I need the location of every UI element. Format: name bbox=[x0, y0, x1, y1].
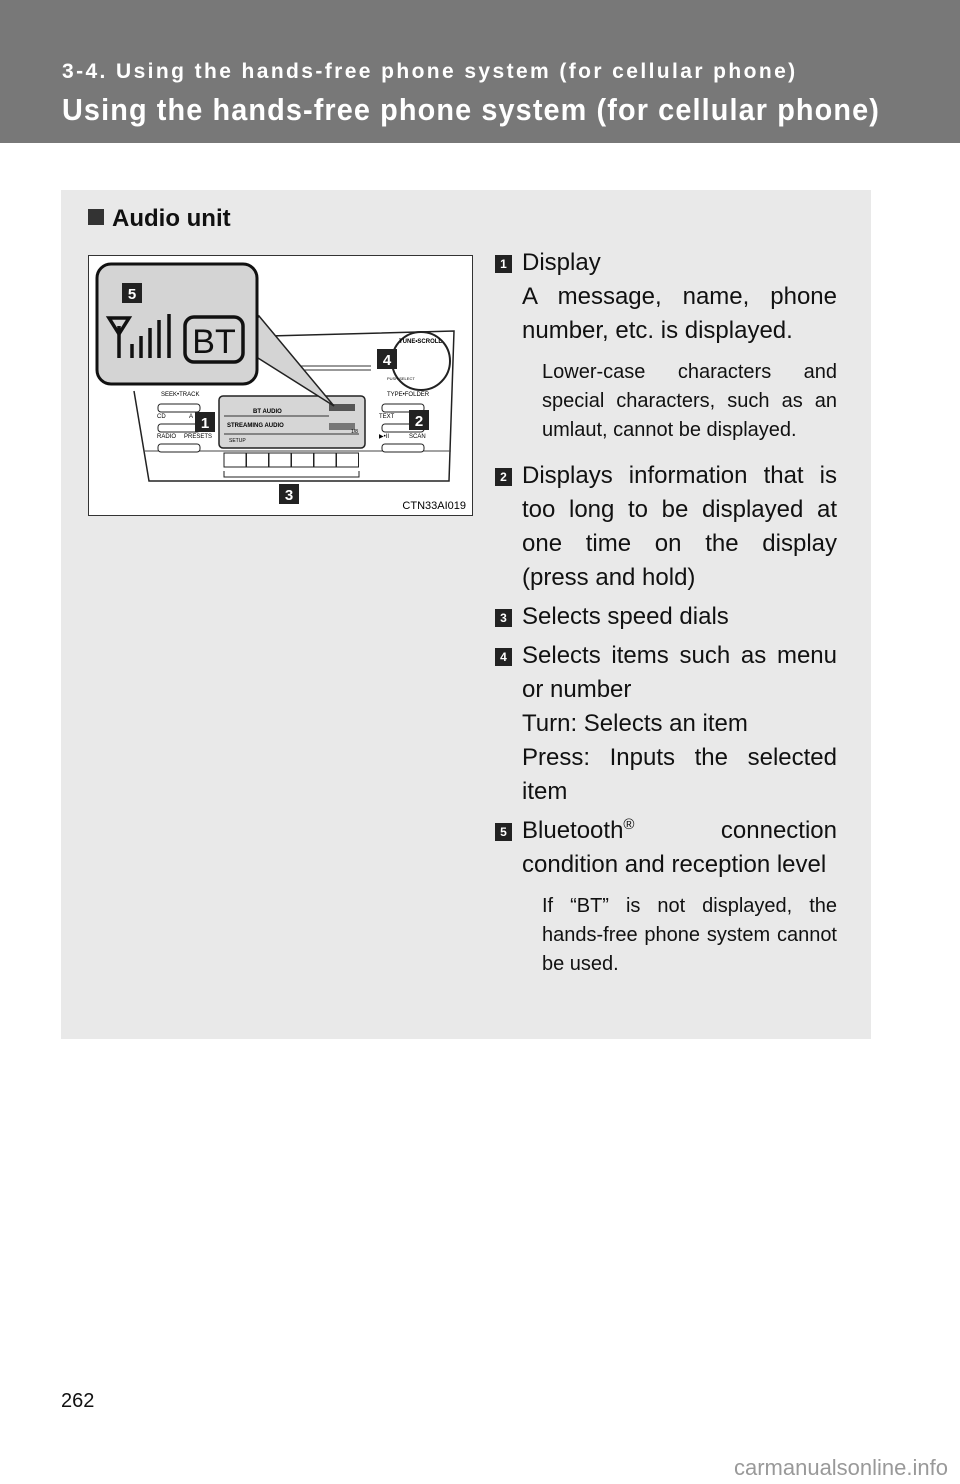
figure-marker-3 bbox=[279, 484, 299, 504]
figure-marker-1 bbox=[195, 412, 215, 432]
label-push-select: PUSH SELECT bbox=[387, 376, 415, 381]
preset-button bbox=[269, 453, 291, 467]
display-setup: SETUP bbox=[229, 438, 246, 444]
preset-button bbox=[247, 453, 269, 467]
section-label: 3-4. Using the hands-free phone system (for cellular phone) bbox=[62, 60, 798, 83]
figure-marker-5 bbox=[122, 283, 142, 303]
marker-3-icon: 3 bbox=[495, 609, 512, 627]
marker-1-icon: 1 bbox=[495, 255, 512, 273]
label-tune-scroll: TUNE•SCROLL bbox=[399, 339, 443, 345]
list-item-2 bbox=[495, 459, 837, 595]
registered-mark: ® bbox=[623, 816, 635, 833]
square-bullet-icon bbox=[88, 209, 104, 225]
item-1-title: Display bbox=[522, 249, 601, 276]
label-radio: RADIO bbox=[157, 434, 177, 440]
display-line1: BT AUDIO bbox=[253, 409, 282, 415]
label-seek-track: SEEK•TRACK bbox=[161, 392, 200, 398]
page-title: Using the hands-free phone system (for cellular phone) bbox=[62, 92, 880, 127]
display-page: 1/8 bbox=[351, 429, 358, 435]
svg-text:5: 5 bbox=[127, 286, 137, 303]
marker-4-icon: 4 bbox=[495, 648, 512, 666]
item-4-press: Press: Inputs the selected item bbox=[522, 744, 837, 805]
section-title-text: Audio unit bbox=[112, 205, 231, 232]
label-cd: CD bbox=[157, 414, 166, 420]
label-text: TEXT bbox=[379, 414, 395, 420]
list-item-3 bbox=[495, 600, 837, 634]
label-a: A bbox=[189, 414, 194, 420]
svg-text:1: 1 bbox=[200, 415, 210, 432]
label-type-folder: TYPE•FOLDER bbox=[387, 392, 430, 398]
bt-indicator-text: BT bbox=[192, 323, 236, 361]
svg-text:3: 3 bbox=[284, 487, 294, 504]
note-5: If “BT” is not displayed, the hands-free phone system cannot be used. bbox=[542, 895, 837, 975]
marker-5-icon: 5 bbox=[495, 823, 512, 841]
item-1-text: A message, name, phone number, etc. is displayed. bbox=[522, 283, 837, 344]
item-4-text: Selects items such as menu or number bbox=[522, 642, 837, 703]
item-3-text: Selects speed dials bbox=[522, 603, 729, 630]
label-scan: SCAN bbox=[409, 434, 426, 440]
display-line2: STREAMING AUDIO bbox=[227, 423, 284, 429]
label-presets: PRESETS bbox=[184, 434, 213, 440]
figure-marker-4 bbox=[377, 349, 397, 369]
list-item-1 bbox=[495, 246, 837, 348]
callout-descriptions bbox=[495, 246, 837, 993]
svg-text:2: 2 bbox=[414, 413, 424, 430]
item-5-bluetooth: Bluetooth bbox=[522, 817, 624, 844]
audio-unit-figure bbox=[88, 255, 473, 516]
item-4-turn: Turn: Selects an item bbox=[522, 710, 748, 737]
preset-button bbox=[314, 453, 336, 467]
preset-button bbox=[337, 453, 359, 467]
preset-button bbox=[292, 453, 314, 467]
content-box bbox=[61, 190, 871, 1039]
figure-marker-2 bbox=[409, 410, 429, 430]
page-header bbox=[0, 0, 960, 143]
page-number: 262 bbox=[61, 1390, 95, 1412]
item-5-text: connection condition and reception level bbox=[522, 817, 837, 878]
watermark: carmanualsonline.info bbox=[733, 1455, 948, 1480]
svg-text:4: 4 bbox=[382, 352, 392, 369]
marker-2-icon: 2 bbox=[495, 468, 512, 486]
item-2-text: Displays information that is too long to be displayed at one time on the display (press and hold) bbox=[522, 462, 837, 591]
preset-button bbox=[224, 453, 246, 467]
note-1: Lower-case characters and special characters, such as an umlaut, cannot be displayed. bbox=[542, 361, 837, 441]
label-play-pause: ▶•II bbox=[379, 434, 390, 440]
figure-code: CTN33AI019 bbox=[402, 500, 466, 512]
list-item-5 bbox=[495, 814, 837, 882]
list-item-4 bbox=[495, 639, 837, 809]
section-title bbox=[88, 205, 231, 233]
